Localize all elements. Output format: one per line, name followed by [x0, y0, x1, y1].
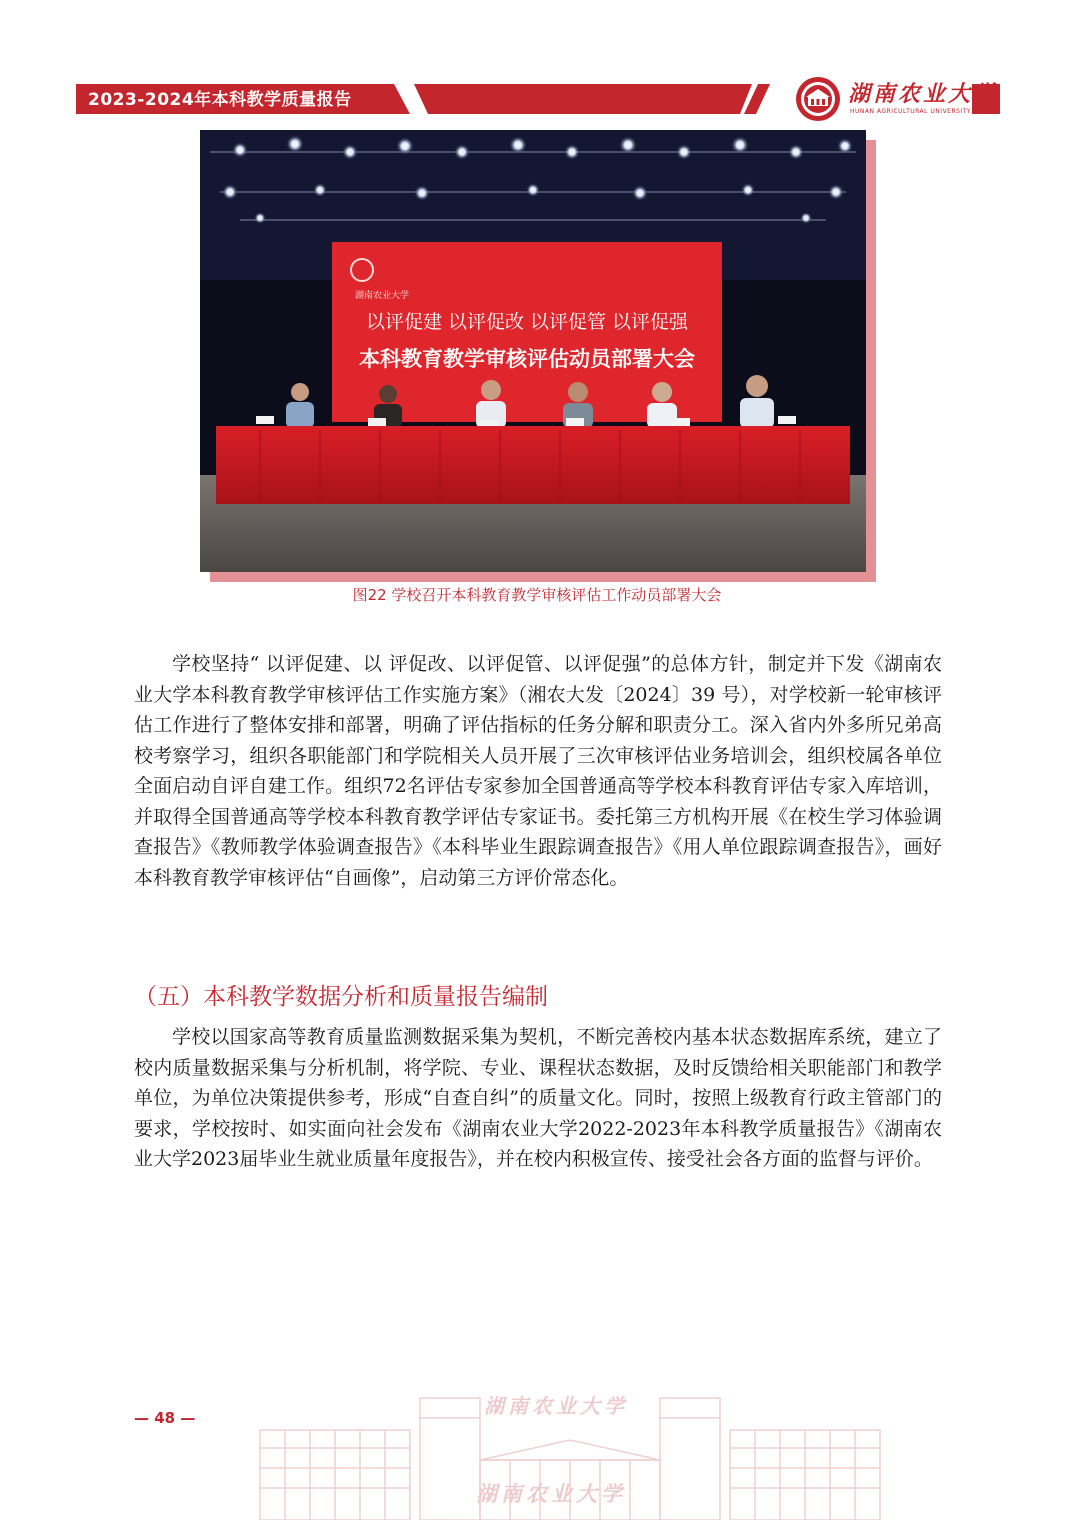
body-paragraph-2: 学校以国家高等教育质量监测数据采集为契机，不断完善校内基本状态数据库系统，建立了校内质量数据采集与分析机制，将学院、专业、课程状态数据，及时反馈给相关职能部门和教学单位，为单位决策提供参考，形成“自查自纠”的质量文化。同时，按照上级教育行政主管部门的要求，学校按时、如实面向社会发布《湖南农业大学2022-2023年本科教学质量报告》《湖南农业大学2023届毕业生就业质量年度报告》，并在校内积极宣传、接受社会各方面的监督与评价。	[134, 1026, 942, 1170]
figure-caption: 图22 学校召开本科教育教学审核评估工作动员部署大会	[352, 586, 722, 604]
screen-title: 本科教育教学审核评估动员部署大会	[359, 346, 695, 371]
screen-logo-text: 湖南农业大学	[355, 291, 410, 301]
footer-brand-bottom: 湖南农业大学	[476, 1481, 626, 1506]
conference-photo	[200, 130, 866, 572]
university-seal-icon	[795, 76, 841, 122]
page-number: — 48 —	[134, 1409, 196, 1427]
meeting-photo	[200, 130, 876, 582]
section-heading: （五）本科教学数据分析和质量报告编制	[134, 984, 548, 1010]
footer-brand-top: 湖南农业大学	[484, 1394, 628, 1418]
report-title: 2023-2024年本科教学质量报告	[88, 90, 352, 110]
university-logo-text: 湖南农业大学	[848, 81, 999, 107]
body-paragraph-1: 学校坚持“ 以评促建、以 评促改、以评促管、以评促强”的总体方针，制定并下发《湖南农业大学本科教育教学审核评估工作实施方案》（湘农大发〔2024〕39 号），对学校新一轮审核评估工作进行了整体安排和部署，明确了评估指标的任务分解和职责分工。深入省内外多所兄弟高校考察学习，组织各职能部门和学院相关人员开展了三次审核评估业务培训会，组织校属各单位全面启动自评自建工作。组织72名评估专家参加全国普通高等学校本科教育评估专家入库培训，并取得全国普通高等学校本科教育教学评估专家证书。委托第三方机构开展《在校生学习体验调查报告》《教师教学体验调查报告》《本科毕业生跟踪调查报告》《用人单位跟踪调查报告》，画好本科教育教学审核评估“自画像”，启动第三方评价常态化。	[134, 653, 942, 889]
university-logo-english: HUNAN AGRICULTURAL UNIVERSITY	[850, 108, 972, 115]
screen-slogans: 以评促建 以评促改 以评促管 以评促强	[365, 311, 689, 333]
page-header	[0, 0, 1074, 130]
